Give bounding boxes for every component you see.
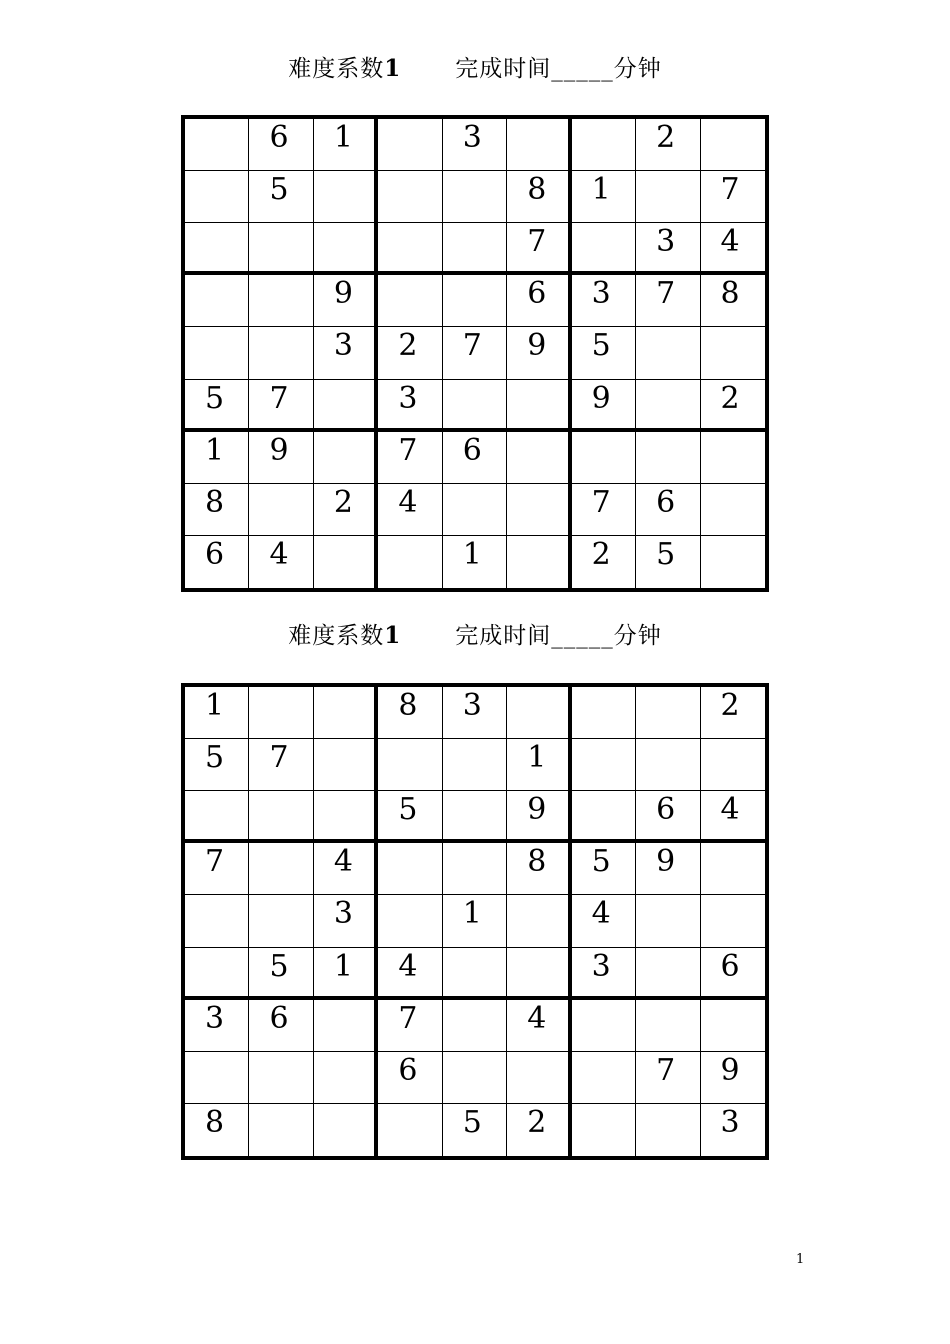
cell-digit: 3	[398, 380, 418, 416]
cell-digit: 7	[462, 328, 482, 364]
sudoku-cell[interactable]	[443, 895, 507, 947]
sudoku-cell[interactable]	[701, 739, 765, 791]
cell-digit: 8	[720, 276, 740, 312]
sudoku-cell[interactable]	[314, 536, 378, 588]
cell-digit: 9	[333, 276, 353, 312]
sudoku-cell[interactable]	[249, 432, 313, 484]
sudoku-cell[interactable]	[378, 948, 442, 1000]
cell-digit: 6	[205, 536, 225, 572]
sudoku-cell[interactable]	[443, 843, 507, 895]
cell-digit: 3	[205, 1000, 225, 1036]
cell-digit: 2	[333, 484, 353, 520]
cell-digit: 1	[205, 432, 225, 468]
cell-digit: 8	[205, 484, 225, 520]
sudoku-cell[interactable]	[314, 275, 378, 327]
cell-digit: 1	[462, 536, 482, 572]
sudoku-cell[interactable]	[507, 843, 571, 895]
cell-digit: 2	[656, 120, 676, 155]
cell-digit: 5	[591, 328, 611, 364]
sudoku-cell[interactable]	[636, 843, 700, 895]
cell-digit: 4	[333, 844, 353, 880]
sudoku-cell[interactable]	[507, 739, 571, 791]
sudoku-grid-1	[181, 115, 769, 592]
cell-digit: 5	[269, 172, 289, 208]
sudoku-cell[interactable]	[636, 948, 700, 1000]
sudoku-cell[interactable]	[185, 119, 249, 171]
sudoku-cell[interactable]	[636, 275, 700, 327]
difficulty-value: 1	[384, 622, 402, 649]
sudoku-cell[interactable]	[572, 1000, 636, 1052]
sudoku-cell[interactable]	[572, 171, 636, 223]
cell-digit: 9	[720, 1052, 740, 1088]
cell-digit: 8	[398, 688, 418, 723]
sudoku-cell[interactable]	[572, 536, 636, 588]
sudoku-cell[interactable]	[572, 484, 636, 536]
cell-digit: 4	[527, 1000, 547, 1036]
cell-digit: 8	[527, 172, 547, 208]
sudoku-cell[interactable]	[572, 1052, 636, 1104]
sudoku-cell[interactable]	[314, 327, 378, 379]
sudoku-cell[interactable]	[701, 327, 765, 379]
sudoku-cell[interactable]	[636, 380, 700, 432]
sudoku-cell[interactable]	[701, 1104, 765, 1156]
sudoku-cell[interactable]	[443, 275, 507, 327]
sudoku-cell[interactable]	[249, 1104, 313, 1156]
sudoku-cell[interactable]	[636, 739, 700, 791]
sudoku-cell[interactable]	[572, 948, 636, 1000]
cell-digit: 5	[656, 536, 676, 572]
sudoku-cell[interactable]	[314, 1000, 378, 1052]
sudoku-cell[interactable]	[249, 380, 313, 432]
sudoku-cell[interactable]	[378, 791, 442, 843]
cell-digit: 1	[205, 688, 225, 723]
sudoku-cell[interactable]	[636, 1104, 700, 1156]
cell-digit: 2	[720, 688, 740, 723]
sudoku-cell[interactable]	[443, 327, 507, 379]
sudoku-cell[interactable]	[572, 432, 636, 484]
sudoku-cell[interactable]	[636, 687, 700, 739]
cell-digit: 7	[656, 1052, 676, 1088]
sudoku-cell[interactable]	[378, 432, 442, 484]
difficulty-label: 难度系数	[288, 56, 385, 82]
sudoku-cell[interactable]	[701, 1052, 765, 1104]
cell-digit: 6	[269, 120, 289, 155]
sudoku-cell[interactable]	[701, 484, 765, 536]
sudoku-cell[interactable]	[507, 432, 571, 484]
sudoku-cell[interactable]	[507, 1052, 571, 1104]
sudoku-cell[interactable]	[701, 119, 765, 171]
sudoku-cell[interactable]	[443, 223, 507, 275]
cell-digit: 1	[527, 740, 547, 776]
sudoku-cell[interactable]	[572, 327, 636, 379]
sudoku-cell[interactable]	[249, 275, 313, 327]
cell-digit: 5	[205, 740, 225, 776]
sudoku-cell[interactable]	[378, 687, 442, 739]
cell-digit: 5	[398, 792, 418, 828]
sudoku-cell[interactable]	[443, 536, 507, 588]
cell-digit: 2	[720, 380, 740, 416]
sudoku-cell[interactable]	[443, 380, 507, 432]
cell-digit: 6	[527, 276, 547, 312]
sudoku-cell[interactable]	[507, 687, 571, 739]
sudoku-cell[interactable]	[701, 223, 765, 275]
sudoku-cell[interactable]	[249, 1000, 313, 1052]
cell-digit: 2	[591, 536, 611, 572]
cell-digit: 7	[591, 484, 611, 520]
sudoku-cell[interactable]	[572, 223, 636, 275]
sudoku-cell[interactable]	[314, 1104, 378, 1156]
sudoku-cell[interactable]	[378, 739, 442, 791]
cell-digit: 6	[269, 1000, 289, 1036]
sudoku-cell[interactable]	[249, 536, 313, 588]
sudoku-cell[interactable]	[636, 327, 700, 379]
sudoku-cell[interactable]	[185, 327, 249, 379]
cell-digit: 3	[462, 120, 482, 155]
sudoku-cell[interactable]	[378, 223, 442, 275]
sudoku-cell[interactable]	[378, 275, 442, 327]
sudoku-cell[interactable]	[378, 895, 442, 947]
sudoku-cell[interactable]	[443, 119, 507, 171]
cell-digit: 9	[591, 380, 611, 416]
cell-digit: 7	[527, 224, 547, 260]
sudoku-cell[interactable]	[185, 380, 249, 432]
sudoku-cell[interactable]	[443, 1052, 507, 1104]
sudoku-cell[interactable]	[507, 895, 571, 947]
cell-digit: 4	[398, 484, 418, 520]
sudoku-cell[interactable]	[443, 739, 507, 791]
cell-digit: 7	[269, 380, 289, 416]
sudoku-cell[interactable]	[185, 895, 249, 947]
sudoku-cell[interactable]	[314, 380, 378, 432]
sudoku-cell[interactable]	[507, 223, 571, 275]
sudoku-cell[interactable]	[636, 1052, 700, 1104]
cell-digit: 2	[398, 328, 418, 364]
sudoku-cell[interactable]	[185, 432, 249, 484]
cell-digit: 5	[205, 380, 225, 416]
sudoku-cell[interactable]	[507, 948, 571, 1000]
sudoku-cell[interactable]	[443, 1000, 507, 1052]
page-number: 1	[796, 1252, 805, 1267]
cell-digit: 7	[205, 844, 225, 880]
sudoku-cell[interactable]	[572, 843, 636, 895]
sudoku-cell[interactable]	[185, 739, 249, 791]
sudoku-cell[interactable]	[249, 791, 313, 843]
cell-digit: 8	[527, 844, 547, 880]
difficulty-value: 1	[384, 55, 402, 82]
completion-time-label: 完成时间_____分钟	[455, 623, 662, 649]
cell-digit: 3	[591, 276, 611, 312]
sudoku-cell[interactable]	[507, 1104, 571, 1156]
sudoku-cell[interactable]	[443, 171, 507, 223]
sudoku-cell[interactable]	[185, 1052, 249, 1104]
cell-digit: 5	[462, 1104, 482, 1140]
sudoku-cell[interactable]	[701, 948, 765, 1000]
cell-digit: 9	[656, 844, 676, 880]
sudoku-cell[interactable]	[185, 948, 249, 1000]
cell-digit: 8	[205, 1104, 225, 1140]
cell-digit: 1	[333, 120, 353, 155]
sudoku-cell[interactable]	[701, 843, 765, 895]
cell-digit: 7	[720, 172, 740, 208]
sudoku-cell[interactable]	[249, 843, 313, 895]
cell-digit: 3	[333, 896, 353, 932]
cell-digit: 3	[333, 328, 353, 364]
sudoku-cell[interactable]	[636, 1000, 700, 1052]
sudoku-cell[interactable]	[314, 223, 378, 275]
cell-digit: 4	[269, 536, 289, 572]
sudoku-cell[interactable]	[378, 380, 442, 432]
sudoku-cell[interactable]	[185, 791, 249, 843]
cell-digit: 6	[720, 948, 740, 984]
sudoku-cell[interactable]	[314, 843, 378, 895]
sudoku-cell[interactable]	[701, 536, 765, 588]
sudoku-cell[interactable]	[185, 1104, 249, 1156]
sudoku-cell[interactable]	[185, 843, 249, 895]
sudoku-cell[interactable]	[636, 895, 700, 947]
sudoku-grid-2	[181, 683, 769, 1160]
sudoku-cell[interactable]	[701, 432, 765, 484]
sudoku-cell[interactable]	[249, 948, 313, 1000]
sudoku-cell[interactable]	[314, 484, 378, 536]
sudoku-cell[interactable]	[507, 327, 571, 379]
sudoku-cell[interactable]	[185, 171, 249, 223]
sudoku-cell[interactable]	[507, 1000, 571, 1052]
sudoku-cell[interactable]	[249, 171, 313, 223]
sudoku-cell[interactable]	[636, 536, 700, 588]
puzzle-2-header	[0, 617, 950, 650]
completion-time-label: 完成时间_____分钟	[455, 56, 662, 82]
sudoku-cell[interactable]	[572, 275, 636, 327]
cell-digit: 6	[462, 432, 482, 468]
cell-digit: 3	[720, 1104, 740, 1140]
cell-digit: 4	[720, 224, 740, 260]
sudoku-cell[interactable]	[314, 791, 378, 843]
sudoku-cell[interactable]	[507, 484, 571, 536]
sudoku-cell[interactable]	[572, 380, 636, 432]
cell-digit: 5	[269, 948, 289, 984]
sudoku-cell[interactable]	[636, 171, 700, 223]
sudoku-cell[interactable]	[314, 895, 378, 947]
sudoku-cell[interactable]	[378, 1000, 442, 1052]
cell-digit: 6	[656, 484, 676, 520]
sudoku-cell[interactable]	[185, 687, 249, 739]
sudoku-cell[interactable]	[636, 791, 700, 843]
sudoku-cell[interactable]	[378, 484, 442, 536]
sudoku-cell[interactable]	[701, 1000, 765, 1052]
cell-digit: 1	[333, 948, 353, 984]
sudoku-cell[interactable]	[314, 1052, 378, 1104]
cell-digit: 7	[656, 276, 676, 312]
sudoku-cell[interactable]	[636, 223, 700, 275]
sudoku-cell[interactable]	[249, 484, 313, 536]
sudoku-cell[interactable]	[507, 171, 571, 223]
cell-digit: 5	[591, 844, 611, 880]
cell-digit: 3	[656, 224, 676, 260]
sudoku-cell[interactable]	[249, 223, 313, 275]
sudoku-cell[interactable]	[185, 1000, 249, 1052]
sudoku-cell[interactable]	[314, 119, 378, 171]
sudoku-cell[interactable]	[572, 895, 636, 947]
sudoku-cell[interactable]	[507, 275, 571, 327]
cell-digit: 7	[398, 432, 418, 468]
cell-digit: 4	[591, 896, 611, 932]
sudoku-cell[interactable]	[378, 1104, 442, 1156]
sudoku-cell[interactable]	[443, 484, 507, 536]
cell-digit: 4	[720, 792, 740, 828]
sudoku-cell[interactable]	[314, 432, 378, 484]
sudoku-cell[interactable]	[314, 687, 378, 739]
sudoku-cell[interactable]	[378, 843, 442, 895]
puzzle-1-header	[0, 50, 950, 83]
cell-digit: 7	[269, 740, 289, 776]
cell-digit: 9	[527, 792, 547, 828]
sudoku-cell[interactable]	[314, 948, 378, 1000]
sudoku-cell[interactable]	[249, 1052, 313, 1104]
cell-digit: 6	[398, 1052, 418, 1088]
sudoku-cell[interactable]	[507, 119, 571, 171]
cell-digit: 9	[527, 328, 547, 364]
sudoku-cell[interactable]	[443, 948, 507, 1000]
sudoku-cell[interactable]	[636, 119, 700, 171]
sudoku-cell[interactable]	[572, 1104, 636, 1156]
sudoku-cell[interactable]	[378, 327, 442, 379]
sudoku-cell[interactable]	[572, 739, 636, 791]
sudoku-cell[interactable]	[443, 1104, 507, 1156]
sudoku-cell[interactable]	[701, 687, 765, 739]
cell-digit: 2	[527, 1104, 547, 1140]
sudoku-cell[interactable]	[572, 119, 636, 171]
sudoku-cell[interactable]	[636, 432, 700, 484]
sudoku-cell[interactable]	[701, 275, 765, 327]
sudoku-cell[interactable]	[185, 536, 249, 588]
sudoku-cell[interactable]	[314, 739, 378, 791]
sudoku-cell[interactable]	[185, 275, 249, 327]
sudoku-cell[interactable]	[249, 327, 313, 379]
sudoku-cell[interactable]	[572, 791, 636, 843]
sudoku-cell[interactable]	[249, 739, 313, 791]
sudoku-cell[interactable]	[507, 536, 571, 588]
sudoku-cell[interactable]	[507, 791, 571, 843]
cell-digit: 6	[656, 792, 676, 828]
sudoku-cell[interactable]	[701, 895, 765, 947]
sudoku-cell[interactable]	[378, 1052, 442, 1104]
cell-digit: 1	[462, 896, 482, 932]
sudoku-cell[interactable]	[443, 791, 507, 843]
difficulty-label: 难度系数	[288, 623, 385, 649]
sudoku-cell[interactable]	[701, 791, 765, 843]
sudoku-cell[interactable]	[636, 484, 700, 536]
sudoku-cell[interactable]	[185, 223, 249, 275]
sudoku-cell[interactable]	[378, 536, 442, 588]
cell-digit: 4	[398, 948, 418, 984]
sudoku-cell[interactable]	[701, 380, 765, 432]
sudoku-cell[interactable]	[314, 171, 378, 223]
cell-digit: 7	[398, 1000, 418, 1036]
sudoku-cell[interactable]	[378, 171, 442, 223]
sudoku-cell[interactable]	[249, 119, 313, 171]
sudoku-cell[interactable]	[249, 895, 313, 947]
cell-digit: 3	[591, 948, 611, 984]
cell-digit: 3	[462, 688, 482, 723]
sudoku-cell[interactable]	[249, 687, 313, 739]
sudoku-cell[interactable]	[185, 484, 249, 536]
cell-digit: 1	[591, 172, 611, 208]
sudoku-cell[interactable]	[443, 687, 507, 739]
sudoku-cell[interactable]	[443, 432, 507, 484]
sudoku-cell[interactable]	[507, 380, 571, 432]
sudoku-cell[interactable]	[701, 171, 765, 223]
sudoku-cell[interactable]	[572, 687, 636, 739]
sudoku-cell[interactable]	[378, 119, 442, 171]
cell-digit: 9	[269, 432, 289, 468]
